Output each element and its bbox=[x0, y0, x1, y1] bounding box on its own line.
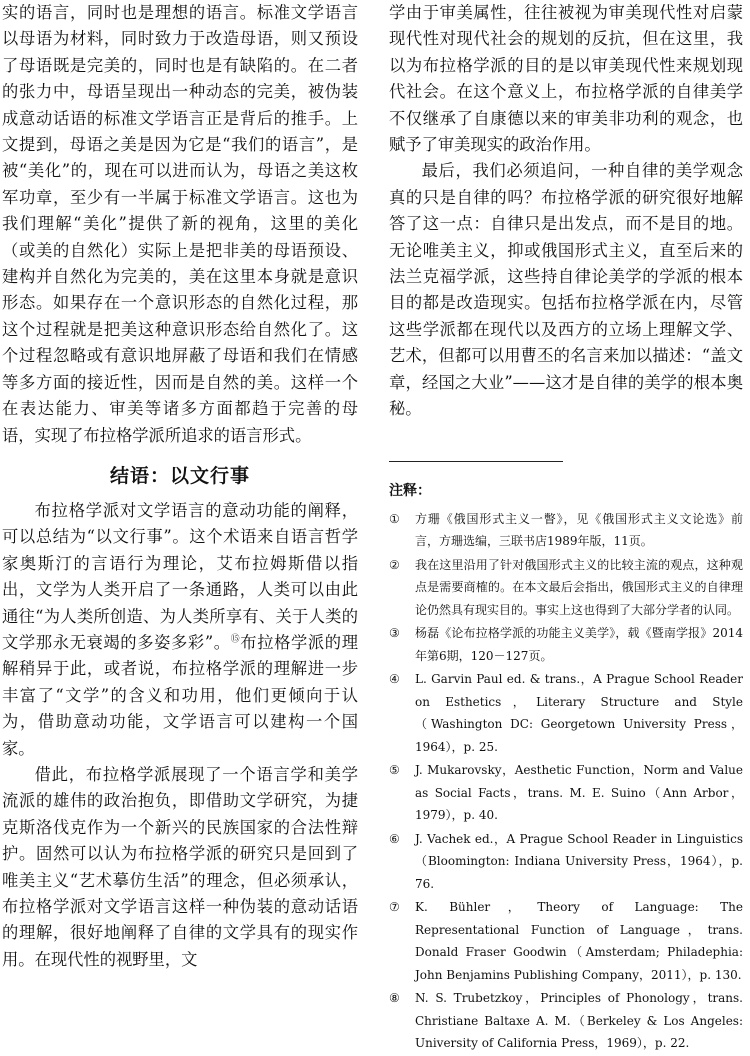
note-text: 方珊《俄国形式主义一瞥》，见《俄国形式主义文论选》前言，方珊选编，三联书店1989年版，11页。 bbox=[415, 511, 743, 548]
note-item bbox=[389, 759, 743, 827]
body-paragraph: 学由于审美属性，往往被视为审美现代性对启蒙现代性对现代社会的规划的反抗，但在这里，我以为布拉格学派的目的是以审美现代性来规划现代社会。在这个意义上，布拉格学派的自律美学不仅继承了自康德以来的审美非功利的观念，也赋予了审美现实的政治作用。 bbox=[389, 3, 743, 155]
section-heading: 结语：以文行事 bbox=[109, 464, 250, 487]
paragraph-text: 布拉格学派对文学语言的意动功能的阐释，可以总结为“以文行事”。这个术语来自语言哲学家奥斯汀的言语行为理论，艾布拉姆斯借以指出，文学为人类开启了一条通路，人类可以由此通往“为人类所创造、为人类所享有、关于人类的文学那永无衰竭的多姿多彩”。 bbox=[2, 500, 358, 652]
notes-list bbox=[389, 508, 743, 1055]
note-number: ⑦ bbox=[389, 900, 400, 914]
note-item bbox=[389, 987, 743, 1055]
note-item bbox=[389, 828, 743, 896]
note-number: ⑥ bbox=[389, 831, 400, 846]
note-text: 杨磊《论布拉格学派的功能主义美学》，载《暨南学报》2014年第6期，120－127页。 bbox=[415, 626, 743, 663]
body-paragraph bbox=[2, 498, 358, 762]
note-text: J. Vachek ed.，A Prague School Reader in Linguistics（Bloomington: Indiana University Press，1964），p. 76. bbox=[415, 831, 743, 891]
note-text: J. Mukarovsky，Aesthetic Function，Norm and Value as Social Facts，trans. M. E. Suino（Ann Arbor，1979），p. 40. bbox=[415, 763, 743, 822]
note-item bbox=[389, 622, 743, 667]
note-text: N. S. Trubetzkoy，Principles of Phonology，trans. Christiane Baltaxe A. M.（Berkeley & Los Angeles: University of California Press，1969），p. 22. bbox=[415, 991, 743, 1050]
note-number: ⑧ bbox=[389, 991, 400, 1005]
footnote-marker[interactable]: ⑮ bbox=[230, 634, 241, 645]
note-number: ⑤ bbox=[389, 763, 400, 777]
note-text: L. Garvin Paul ed. & trans.，A Prague School Reader on Esthetics，Literary Structure and Style（Washington DC: Georgetown University Press，1964），p. 25. bbox=[415, 672, 743, 754]
note-number: ① bbox=[389, 511, 400, 526]
body-paragraph: 实的语言，同时也是理想的语言。标准文学语言以母语为材料，同时致力于改造母语，则又预设了母语既是完美的，同时也是有缺陷的。在二者的张力中，母语呈现出一种动态的完美，被伪装成意动话语的标准文学语言正是背后的推手。上文提到，母语之美是因为它是“我们的语言”，是被“美化”的，现在可以进而认为，母语之美这枚军功章，至少有一半属于标准文学语言。这也为我们理解“美化”提供了新的视角，这里的美化（或美的自然化）实际上是把非美的母语预设、建构并自然化为完美的，美在这里本身就是意识形态。如果存在一个意识形态的自然化过程，那这个过程就是把美这种意识形态给自然化了。这个过程忽略或有意识地屏蔽了母语和我们在情感等多方面的接近性，因而是自然的美。这样一个在表达能力、审美等诸多方面都趋于完善的母语，实现了布拉格学派所追求的语言形式。 bbox=[2, 3, 358, 445]
paragraph-text: 布拉格学派的理解稍异于此，或者说，布拉格学派的理解进一步丰富了“文学”的含义和功用，他们更倾向于认为，借助意动功能，文学语言可以建构一个国家。 bbox=[2, 632, 358, 758]
note-item bbox=[389, 554, 743, 622]
left-column bbox=[2, 0, 358, 973]
note-item bbox=[389, 896, 743, 986]
right-column bbox=[389, 0, 743, 1056]
body-paragraph: 最后，我们必须追问，一种自律的美学观念真的只是自律的吗？布拉格学派的研究很好地解答了这一点：自律只是出发点，而不是目的地。无论唯美主义，抑或俄国形式主义，直至后来的法兰克福学派，这些持自律论美学的学派的根本目的都是改造现实。包括布拉格学派在内，尽管这些学派都在现代以及西方的立场上理解文学、艺术，但都可以用曹丕的名言来加以描述：“盖文章，经国之大业”——这才是自律的美学的根本奥秘。 bbox=[389, 161, 743, 419]
footnote-divider bbox=[389, 461, 563, 462]
notes-title: 注释： bbox=[389, 482, 431, 499]
note-number: ③ bbox=[389, 626, 400, 640]
note-number: ④ bbox=[389, 672, 400, 686]
note-item bbox=[389, 508, 743, 553]
note-number: ② bbox=[389, 557, 400, 572]
note-text: 我在这里沿用了针对俄国形式主义的比较主流的观点，这种观点是需要商榷的。在本文最后会指出，俄国形式主义的自律理论仍然具有现实目的。事实上这也得到了大部分学者的认同。 bbox=[415, 557, 743, 617]
body-paragraph: 借此，布拉格学派展现了一个语言学和美学流派的雄伟的政治抱负，即借助文学研究，为捷克斯洛伐克作为一个新兴的民族国家的合法性辩护。固然可以认为布拉格学派的研究只是回到了唯美主义“艺术摹仿生活”的理念，但必须承认，布拉格学派对文学语言这样一种伪装的意动话语的理解，很好地阐释了自律的文学具有的现实作用。在现代性的视野里，文 bbox=[2, 764, 358, 969]
note-text: K. Bühler，Theory of Language: The Representational Function of Language，trans. Donald Fraser Goodwin（Amsterdam; Philadephia: John Benjamins Publishing Company，2011），p. 130. bbox=[415, 900, 743, 982]
note-item bbox=[389, 668, 743, 758]
